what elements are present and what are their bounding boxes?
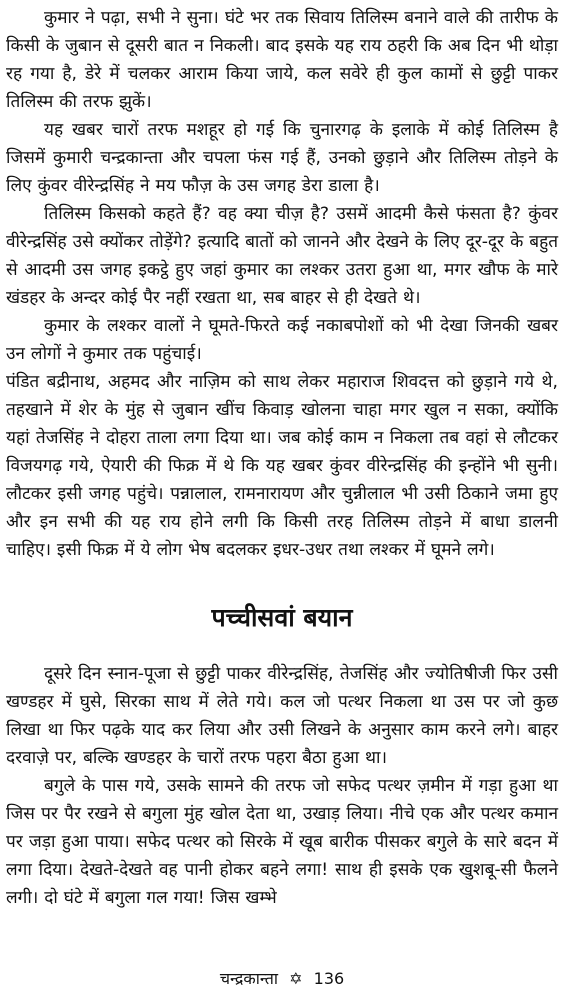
- body-text-top: [6, 4, 558, 564]
- page-footer: [6, 966, 558, 992]
- paragraph: यह खबर चारों तरफ मशहूर हो गई कि चुनारगढ़ के इलाके में कोई तिलिस्म है जिसमें कुमारी चन्द्रकान्ता और चपला फंस गई हैं, उनको छुड़ाने और तिलिस्म तोड़ने के लिए कुंवर वीरेन्द्रसिंह ने मय फौज़ के उस जगह डेरा डाला है।: [6, 120, 558, 196]
- page-number: 136: [313, 969, 345, 988]
- body-text-bottom: [6, 660, 558, 912]
- paragraph: कुमार के लश्कर वालों ने घूमते-फिरते कई नकाबपोशों को भी देखा जिनकी खबर उन लोगों ने कुमार तक पहुंचाई।: [6, 316, 558, 364]
- star-of-david-icon: ✡: [289, 969, 303, 988]
- chapter-heading: पच्चीसवां बयान: [211, 603, 353, 632]
- book-page: [6, 0, 558, 1000]
- paragraph: पंडित बद्रीनाथ, अहमद और नाज़िम को साथ लेकर महाराज शिवदत्त को छुड़ाने गये थे, तहखाने में शेर के मुंह से जुबान खींच किवाड़ खोलना चाहा मगर खुल न सका, क्योंकि यहां तेजसिंह ने दोहरा ताला लगा दिया था। जब कोई काम न निकला तब वहां से लौटकर विजयगढ़ गये, ऐयारी की फिक्र में थे कि यह खबर कुंवर वीरेन्द्रसिंह की इन्होंने भी सुनी। लौटकर इसी जगह पहुंचे। पन्नालाल, रामनारायण और चुन्नीलाल भी उसी ठिकाने जमा हुए और इन सभी की यह राय होने लगी कि किसी तरह तिलिस्म तोड़ने में बाधा डालनी चाहिए। इसी फिक्र में ये लोग भेष बदलकर इधर-उधर तथा लश्कर में घूमने लगे।: [6, 372, 558, 560]
- paragraph: बगुले के पास गये, उसके सामने की तरफ जो सफेद पत्थर ज़मीन में गड़ा हुआ था जिस पर पैर रखने से बगुला मुंह खोल देता था, उखाड़ लिया। नीचे एक और पत्थर कमान पर जड़ा हुआ पाया। सफेद पत्थर को सिरके में खूब बारीक पीसकर बगुले के सारे बदन में लगा दिया। देखते-देखते वह पानी होकर बहने लगा! साथ ही इसके एक खुशबू-सी फैलने लगी। दो घंटे में बगुला गल गया! जिस खम्भे: [6, 776, 558, 908]
- book-title: चन्द्रकान्ता: [219, 969, 279, 988]
- paragraph: कुमार ने पढ़ा, सभी ने सुना। घंटे भर तक सिवाय तिलिस्म बनाने वाले की तारीफ के किसी के जुबान से दूसरी बात न निकली। बाद इसके यह राय ठहरी कि अब दिन भी थोड़ा रह गया है, डेरे में चलकर आराम किया जाये, कल सवेरे ही कुल कामों से छुट्टी पाकर तिलिस्म की तरफ झुकें।: [6, 8, 558, 112]
- paragraph: दूसरे दिन स्नान-पूजा से छुट्टी पाकर वीरेन्द्रसिंह, तेजसिंह और ज्योतिषीजी फिर उसी खण्डहर में घुसे, सिरका साथ में लेते गये। कल जो पत्थर निकला था उस पर जो कुछ लिखा था फिर पढ़के याद कर लिया और उसी लिखने के अनुसार काम करने लगे। बाहर दरवाज़े पर, बल्कि खण्डहर के चारों तरफ पहरा बैठा हुआ था।: [6, 664, 558, 768]
- paragraph: तिलिस्म किसको कहते हैं? वह क्या चीज़ है? उसमें आदमी कैसे फंसता है? कुंवर वीरेन्द्रसिंह उसे क्योंकर तोड़ेंगे? इत्यादि बातों को जानने और देखने के लिए दूर-दूर के बहुत से आदमी उस जगह इकट्ठे हुए जहां कुमार का लश्कर उतरा हुआ था, मगर खौफ के मारे खंडहर के अन्दर कोई पैर नहीं रखता था, सब बाहर से ही देखते थे।: [6, 204, 558, 308]
